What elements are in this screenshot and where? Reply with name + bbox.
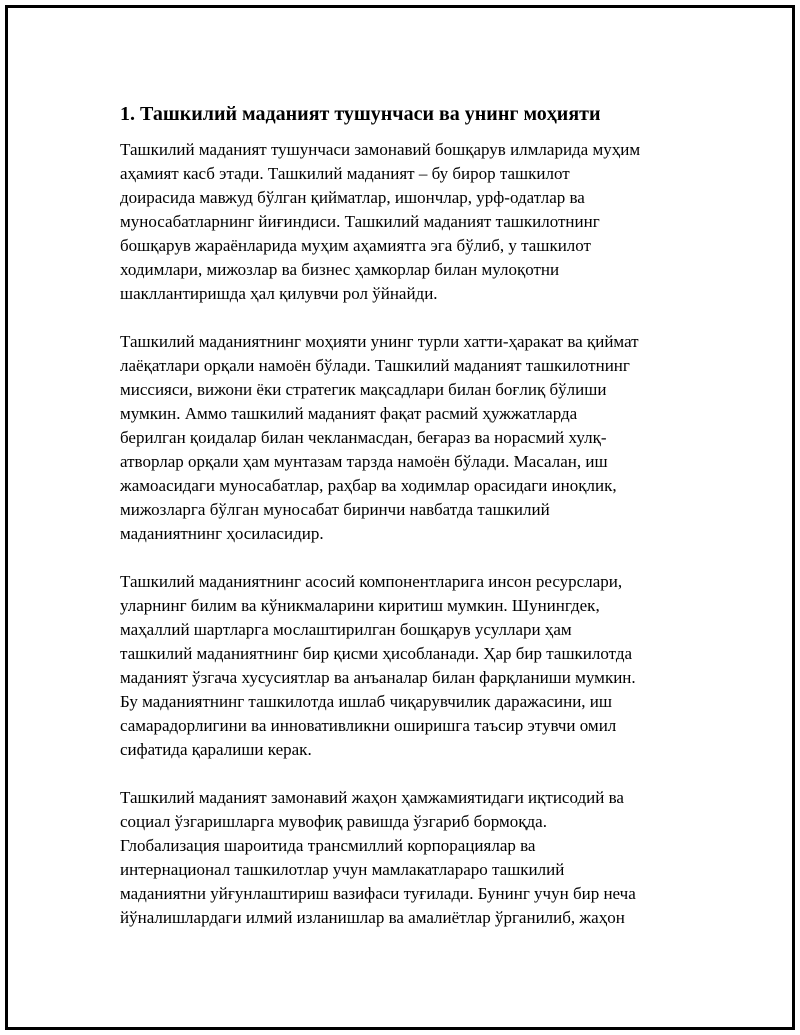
paragraph-line: мумкин. Аммо ташкилий маданият фақат расмий ҳужжатларда bbox=[120, 404, 578, 423]
document-body bbox=[120, 100, 700, 954]
paragraph-line: аҳамият касб этади. Ташкилий маданият – бу бирор ташкилот bbox=[120, 164, 570, 183]
paragraph-line: атворлар орқали ҳам мунтазам тарзда намоён бўлади. Масалан, иш bbox=[120, 452, 608, 471]
paragraph-line: интернационал ташкилотлар учун мамлакатлараро ташкилий bbox=[120, 860, 565, 879]
paragraph-line: жамоасидаги муносабатлар, раҳбар ва ходимлар орасидаги иноқлик, bbox=[120, 476, 617, 495]
paragraph bbox=[120, 330, 700, 546]
paragraph-line: социал ўзгаришларга мувофиқ равишда ўзгариб бормоқда. bbox=[120, 812, 547, 831]
section-heading: 1. Ташкилий маданият тушунчаси ва унинг моҳияти bbox=[120, 103, 601, 125]
paragraph-line: доирасида мавжуд бўлган қийматлар, ишончлар, урф-одатлар ва bbox=[120, 188, 585, 207]
paragraph-line: миссияси, вижони ёки стратегик мақсадлари билан боғлиқ бўлиши bbox=[120, 380, 607, 399]
paragraph-line: шакллантиришда ҳал қилувчи рол ўйнайди. bbox=[120, 284, 438, 303]
paragraph-line: Глобализация шароитида трансмиллий корпорациялар ва bbox=[120, 836, 536, 855]
paragraph-line: лаёқатлари орқали намоён бўлади. Ташкилий маданият ташкилотнинг bbox=[120, 356, 630, 375]
paragraph-line: Ташкилий маданиятнинг моҳияти унинг турли хатти-ҳаракат ва қиймат bbox=[120, 332, 639, 351]
paragraph bbox=[120, 570, 700, 762]
paragraph bbox=[120, 786, 700, 930]
paragraph-line: уларнинг билим ва кўникмаларини киритиш мумкин. Шунингдек, bbox=[120, 596, 600, 615]
paragraph-line: берилган қоидалар билан чекланмасдан, беғараз ва норасмий хулқ- bbox=[120, 428, 607, 447]
paragraph-line: Ташкилий маданият замонавий жаҳон ҳамжамиятидаги иқтисодий ва bbox=[120, 788, 624, 807]
paragraph-line: йўналишлардаги илмий изланишлар ва амалиётлар ўрганилиб, жаҳон bbox=[120, 908, 625, 927]
paragraphs-container bbox=[120, 138, 700, 930]
paragraph-line: ташкилий маданиятнинг бир қисми ҳисобланади. Ҳар бир ташкилотда bbox=[120, 644, 633, 663]
paragraph-line: сифатида қаралиши керак. bbox=[120, 740, 312, 759]
paragraph-line: Ташкилий маданият тушунчаси замонавий бошқарув илмларида муҳим bbox=[120, 140, 641, 159]
paragraph-line: ходимлари, мижозлар ва бизнес ҳамкорлар билан мулоқотни bbox=[120, 260, 560, 279]
page-frame bbox=[5, 5, 795, 1030]
paragraph-line: маданият ўзгача хусусиятлар ва анъаналар билан фарқланиши мумкин. bbox=[120, 668, 636, 687]
paragraph-line: мижозларга бўлган муносабат биринчи навбатда ташкилий bbox=[120, 500, 550, 519]
paragraph-line: маданиятнинг ҳосиласидир. bbox=[120, 524, 324, 543]
paragraph bbox=[120, 138, 700, 306]
paragraph-line: самарадорлигини ва инновативликни оширишга таъсир этувчи омил bbox=[120, 716, 617, 735]
paragraph-line: Ташкилий маданиятнинг асосий компонентларига инсон ресурслари, bbox=[120, 572, 623, 591]
paragraph-line: бошқарув жараёнларида муҳим аҳамиятга эга бўлиб, у ташкилот bbox=[120, 236, 591, 255]
paragraph-line: муносабатларнинг йиғиндиси. Ташкилий маданият ташкилотнинг bbox=[120, 212, 600, 231]
paragraph-line: маданиятни уйғунлаштириш вазифаси туғилади. Бунинг учун бир неча bbox=[120, 884, 636, 903]
paragraph-line: маҳаллий шартларга мослаштирилган бошқарув усуллари ҳам bbox=[120, 620, 572, 639]
paragraph-line: Бу маданиятнинг ташкилотда ишлаб чиқарувчилик даражасини, иш bbox=[120, 692, 612, 711]
